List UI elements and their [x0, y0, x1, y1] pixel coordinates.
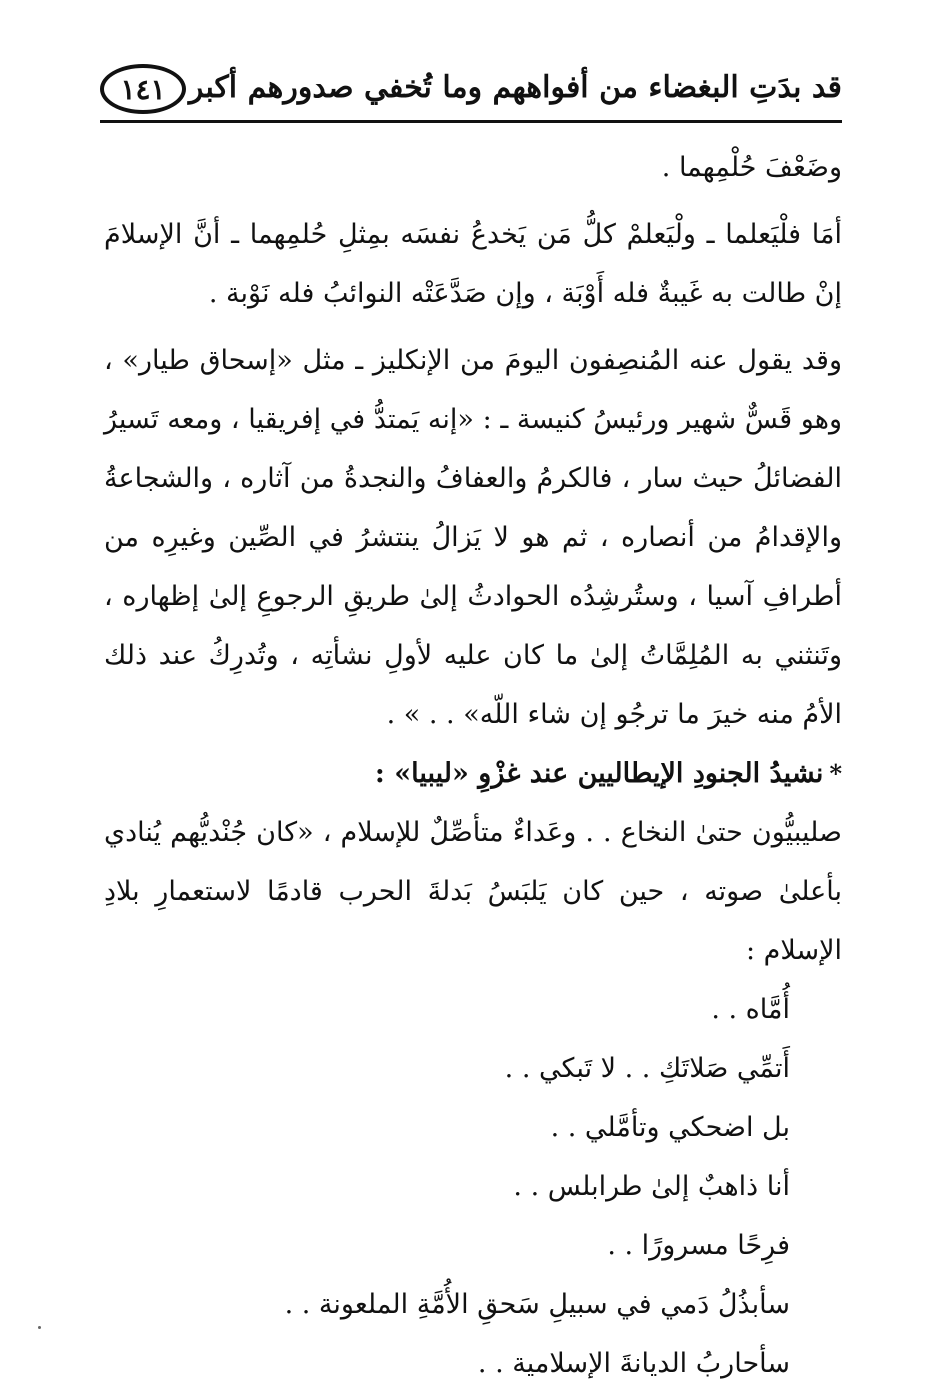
poem-line: سأبذُلُ دَمي في سبيلِ سَحقِ الأُمَّةِ الملعونة . .: [284, 1289, 790, 1320]
page-number-badge: ١٤١: [100, 64, 186, 114]
section-heading: [104, 744, 842, 803]
star-bullet-icon: *: [829, 759, 842, 788]
paragraph-2: أمَا فلْيَعلما ـ ولْيَعلمْ كلُّ مَن يَخدعُ نفسَه بمِثلِ حُلمِهما ـ أنَّ الإسلامَ إنْ طالت به غَيبةٌ فله أَوْبَة ، وإن صَدَّعَتْه النوائبُ فله نَوْبة .: [104, 219, 842, 309]
paragraph-1: وضَعْفَ حُلْمِهما .: [661, 152, 842, 183]
poem-line: بل اضحكي وتأمَّلي . .: [550, 1112, 790, 1143]
poem-line: سأحاربُ الديانةَ الإسلامية . .: [477, 1348, 790, 1379]
poem-line: أُمَّاه . .: [711, 994, 790, 1025]
section-intro: صليبيُّون حتىٰ النخاع . . وعَداءٌ متأصِّلٌ للإسلام ، «كان جُنْديُّهم يُنادي بأعلىٰ صوته ، حين كان يَلبَسُ بَدلةَ الحرب قادمًا لاستعمارِ بلادِ الإسلام :: [104, 817, 842, 966]
paragraph-3: وقد يقول عنه المُنصِفون اليومَ من الإنكليز ـ مثل «إسحاق طيار» ، وهو قَسٌّ شهير ورئيسُ كنيسة ـ : «إنه يَمتدُّ في إفريقيا ، ومعه تَسيرُ الفضائلُ حيث سار ، فالكرمُ والعفافُ والنجدةُ من آثاره ، والشجاعةُ والإقدامُ من أنصاره ، ثم هو لا يَزالُ ينتشرُ في الصِّين وغيرِه من أطرافِ آسيا ، وستُرشِدُه الحوادثُ إلىٰ طريقِ الرجوعِ إلىٰ إظهاره ، وتَنثني به المُلِمَّاتُ إلىٰ ما كان عليه لأولِ نشأتِه ، وتُدرِكُ عند ذلك الأمُ منه خيرَ ما ترجُو إن شاء اللّه» . . » .: [104, 345, 842, 730]
poem-line: أَتمِّي صَلاتَكِ . . لا تَبكي . .: [504, 1053, 790, 1084]
page-body: [104, 138, 842, 1393]
page-header: [100, 58, 842, 128]
running-title: قد بدَتِ البغضاء من أفواههم وما تُخفي صدورهم أكبر: [188, 70, 842, 105]
header-divider: [100, 120, 842, 123]
section-heading-text: نشيدُ الجنودِ الإيطاليين عند غزْوِ «ليبيا» :: [374, 758, 824, 789]
scan-speck: [38, 1326, 41, 1329]
poem-lines: [104, 980, 842, 1393]
poem-line: فرِحًا مسرورًا . .: [607, 1230, 790, 1261]
poem-line: أنا ذاهبٌ إلىٰ طرابلس . .: [513, 1171, 790, 1202]
